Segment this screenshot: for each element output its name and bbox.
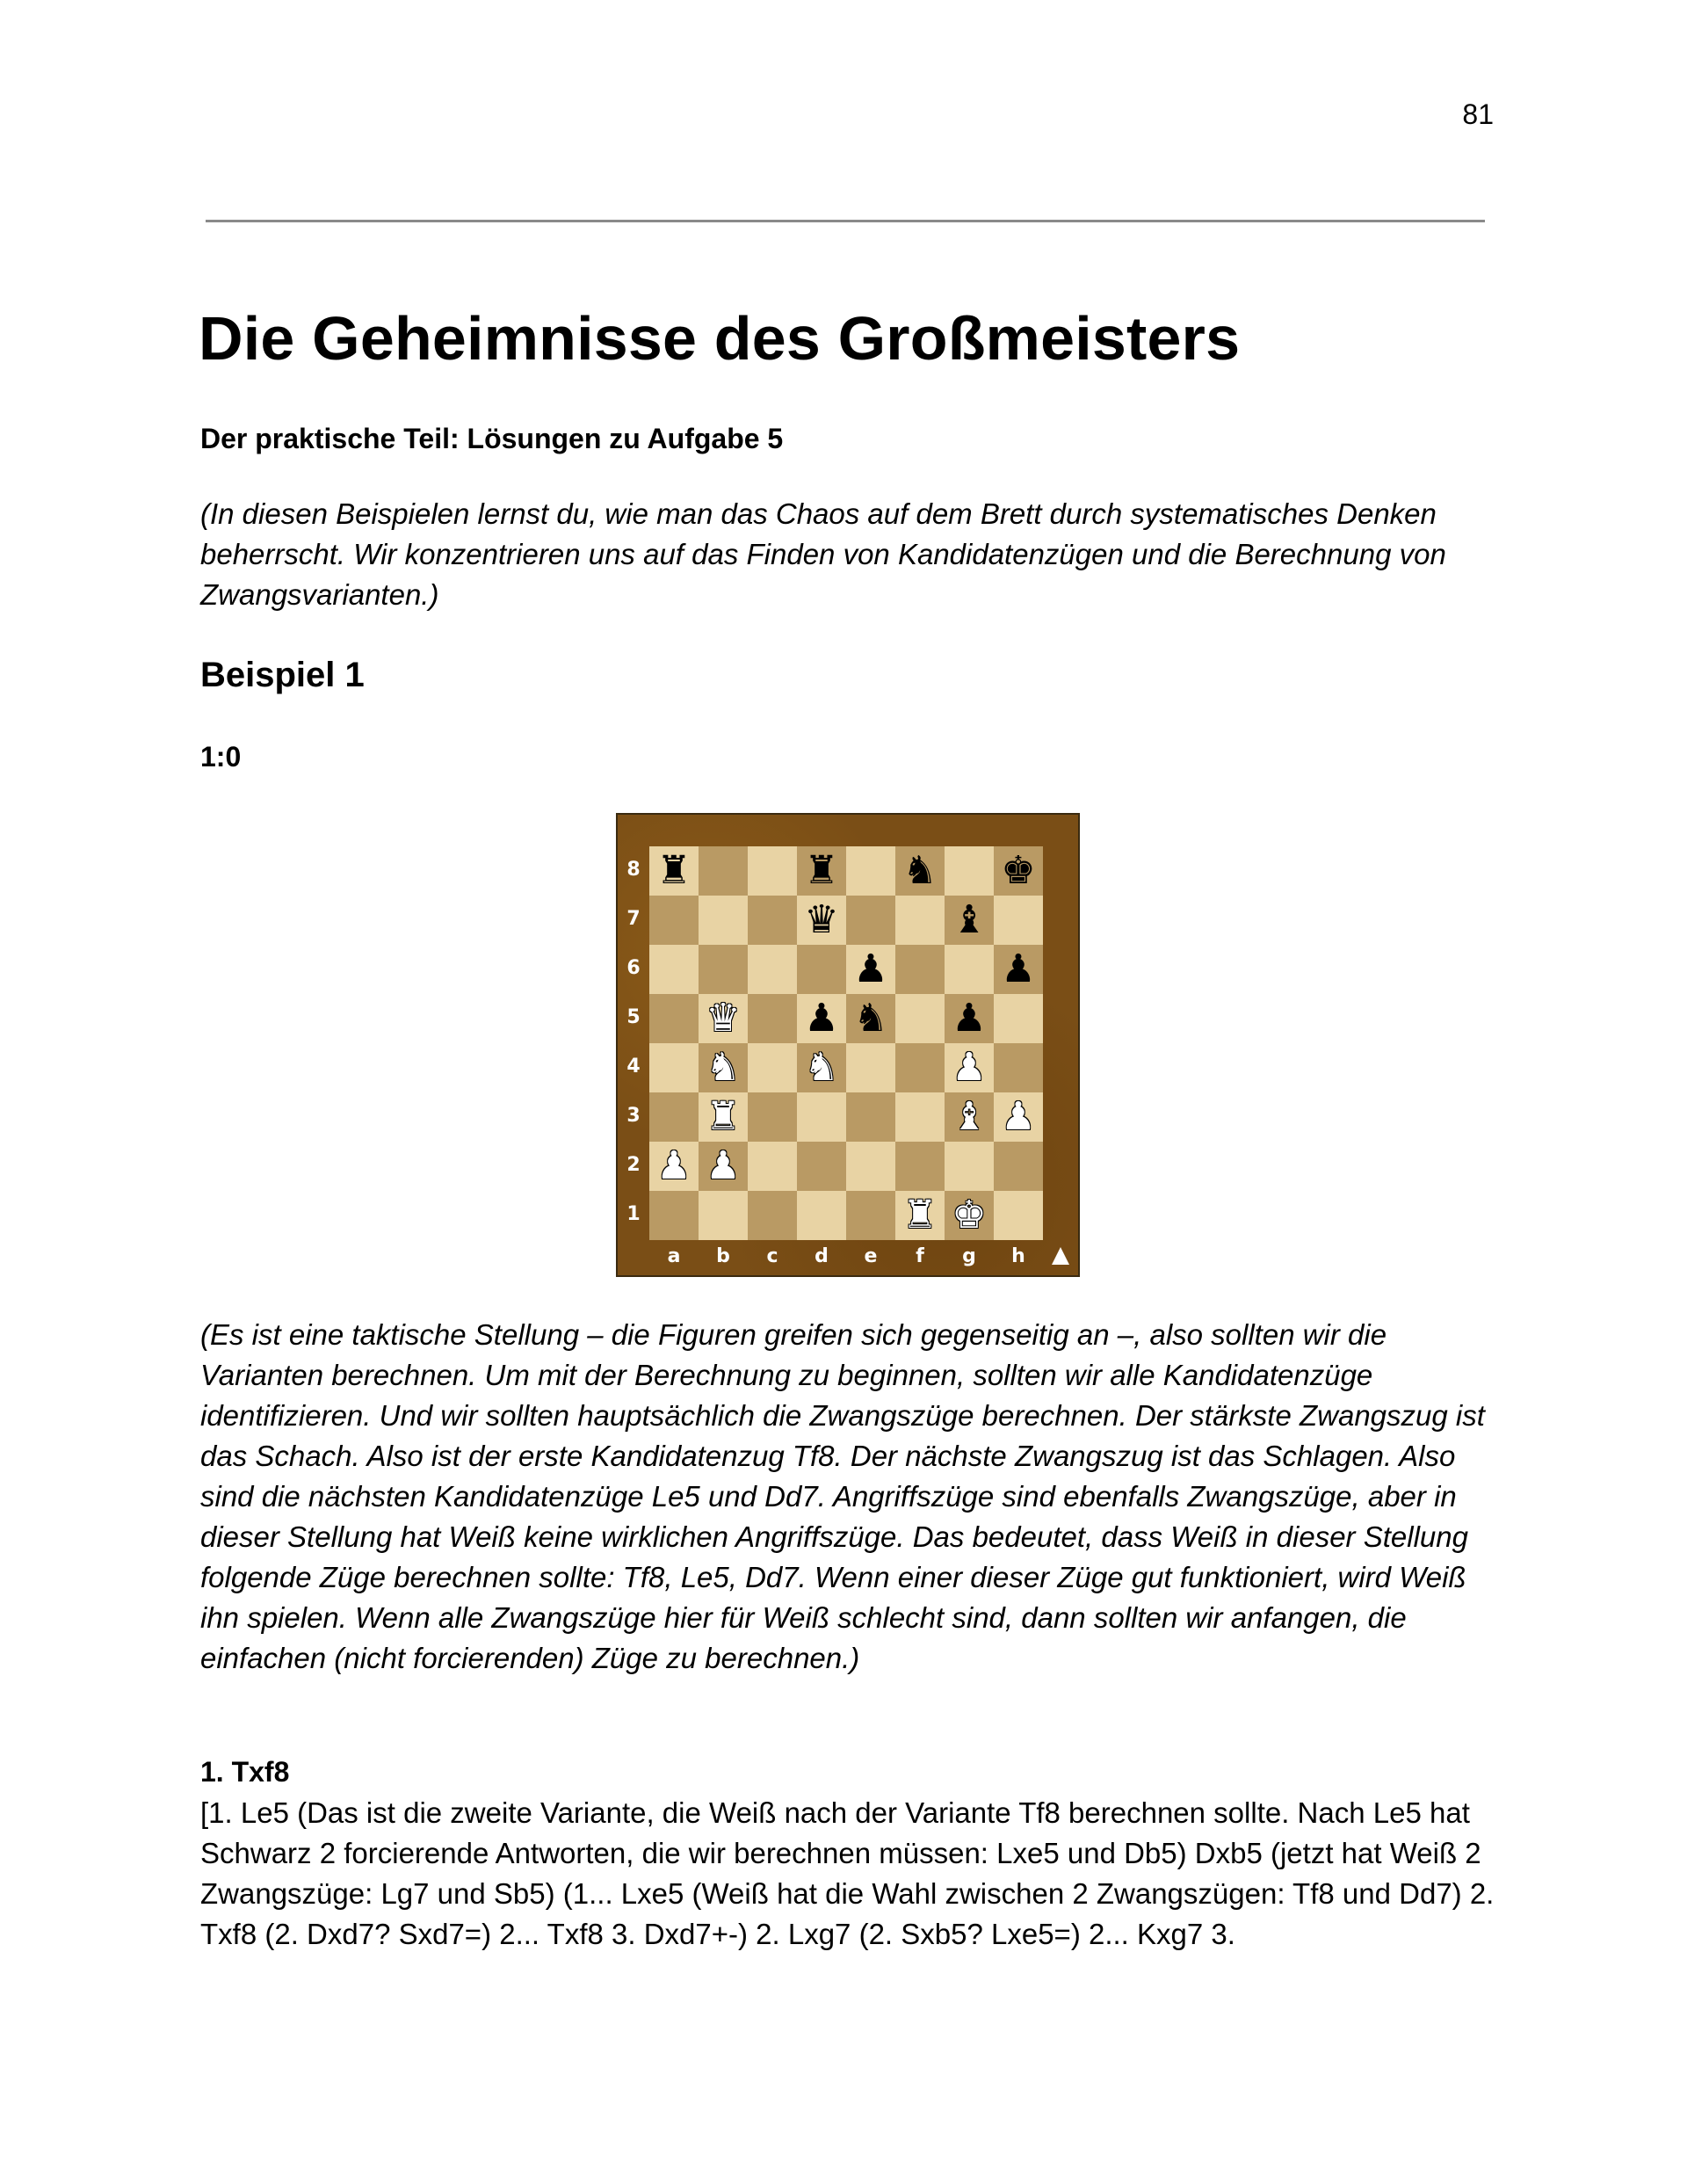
square-g7 bbox=[945, 896, 994, 945]
square-b6 bbox=[699, 945, 748, 994]
square-b7 bbox=[699, 896, 748, 945]
square-f1 bbox=[895, 1191, 945, 1240]
square-f6 bbox=[895, 945, 945, 994]
square-h5 bbox=[994, 994, 1043, 1043]
square-d4 bbox=[797, 1043, 846, 1092]
square-f3 bbox=[895, 1092, 945, 1142]
square-b3 bbox=[699, 1092, 748, 1142]
black-rook-icon: ♜ bbox=[656, 848, 691, 893]
square-a7 bbox=[649, 896, 699, 945]
rank-label-2: 2 bbox=[626, 1154, 641, 1176]
square-g3 bbox=[945, 1092, 994, 1142]
square-d3 bbox=[797, 1092, 846, 1142]
commentary-paragraph: (Es ist eine taktische Stellung – die Figuren greifen sich gegenseitig an –, also sollten wir die Varianten berechnen. Um mit der Berechnung zu beginnen, sollten wir alle Kandidatenzüge identifizieren. Und wir sollten hauptsächlich die Zwangszüge berechnen. Der stärkste Zwangszug ist das Schach. Also ist der erste Kandidatenzug Tf8. Der nächste Zwangszug ist das Schlagen. Also sind die nächsten Kandidatenzüge Le5 und Dd7. Angriffszüge sind ebenfalls Zwangszüge, aber in dieser Stellung hat Weiß keine wirklichen Angriffszüge. Das bedeutet, dass Weiß in dieser Stellung folgende Züge berechnen sollte: Tf8, Le5, Dd7. Wenn einer dieser Züge gut funktioniert, wird Weiß ihn spielen. Wenn alle Zwangszüge hier für Weiß schlecht sind, dann sollten wir anfangen, die einfachen (nicht forcierenden) Züge zu berechnen.) bbox=[200, 1318, 1485, 1674]
rank-label-7: 7 bbox=[626, 908, 641, 930]
square-a6 bbox=[649, 945, 699, 994]
white-king-icon: ♚ bbox=[952, 1193, 987, 1237]
square-c8 bbox=[748, 846, 797, 896]
square-e6 bbox=[846, 945, 895, 994]
square-f4 bbox=[895, 1043, 945, 1092]
square-b5 bbox=[699, 994, 748, 1043]
file-label-d: d bbox=[815, 1245, 829, 1267]
square-e2 bbox=[846, 1142, 895, 1191]
square-c6 bbox=[748, 945, 797, 994]
square-f5 bbox=[895, 994, 945, 1043]
white-to-move-icon bbox=[1052, 1247, 1069, 1265]
square-d7 bbox=[797, 896, 846, 945]
black-pawn-icon: ♟ bbox=[804, 996, 839, 1041]
square-c5 bbox=[748, 994, 797, 1043]
square-g2 bbox=[945, 1142, 994, 1191]
page-title: Die Geheimnisse des Großmeisters bbox=[199, 304, 1241, 373]
white-pawn-icon: ♟ bbox=[706, 1143, 741, 1188]
square-d2 bbox=[797, 1142, 846, 1191]
square-a8 bbox=[649, 846, 699, 896]
square-g6 bbox=[945, 945, 994, 994]
intro-paragraph: (In diesen Beispielen lernst du, wie man das Chaos auf dem Brett durch systematisches Denken beherrscht. Wir konzentrieren uns auf das Finden von Kandidatenzügen und die Berechnung von Zwangsvarianten.) bbox=[200, 497, 1446, 611]
move-heading: 1. Txf8 bbox=[200, 1756, 290, 1788]
square-e8 bbox=[846, 846, 895, 896]
header-divider bbox=[206, 220, 1485, 222]
square-h8 bbox=[994, 846, 1043, 896]
white-pawn-icon: ♟ bbox=[952, 1045, 987, 1090]
square-h6 bbox=[994, 945, 1043, 994]
square-c4 bbox=[748, 1043, 797, 1092]
rank-label-3: 3 bbox=[626, 1105, 641, 1127]
black-knight-icon: ♞ bbox=[853, 996, 888, 1041]
square-c2 bbox=[748, 1142, 797, 1191]
square-e1 bbox=[846, 1191, 895, 1240]
rank-label-5: 5 bbox=[626, 1006, 641, 1028]
white-queen-icon: ♛ bbox=[706, 996, 741, 1041]
file-label-h: h bbox=[1011, 1245, 1025, 1267]
black-knight-icon: ♞ bbox=[902, 848, 938, 893]
square-d1 bbox=[797, 1191, 846, 1240]
white-bishop-icon: ♝ bbox=[952, 1094, 987, 1139]
file-label-b: b bbox=[716, 1245, 730, 1267]
file-label-f: f bbox=[916, 1245, 924, 1267]
square-b2 bbox=[699, 1142, 748, 1191]
square-a2 bbox=[649, 1142, 699, 1191]
rank-label-8: 8 bbox=[626, 859, 641, 881]
square-f7 bbox=[895, 896, 945, 945]
rank-label-4: 4 bbox=[626, 1056, 641, 1077]
white-pawn-icon: ♟ bbox=[656, 1143, 691, 1188]
square-h3 bbox=[994, 1092, 1043, 1142]
square-b1 bbox=[699, 1191, 748, 1240]
square-d8 bbox=[797, 846, 846, 896]
black-pawn-icon: ♟ bbox=[853, 947, 888, 991]
square-d6 bbox=[797, 945, 846, 994]
square-g5 bbox=[945, 994, 994, 1043]
square-g8 bbox=[945, 846, 994, 896]
page-number: 81 bbox=[1462, 98, 1494, 130]
square-b8 bbox=[699, 846, 748, 896]
square-f8 bbox=[895, 846, 945, 896]
square-h7 bbox=[994, 896, 1043, 945]
example-heading: Beispiel 1 bbox=[200, 656, 365, 694]
square-a1 bbox=[649, 1191, 699, 1240]
white-knight-icon: ♞ bbox=[706, 1045, 741, 1090]
file-label-a: a bbox=[667, 1245, 681, 1267]
square-e4 bbox=[846, 1043, 895, 1092]
square-c7 bbox=[748, 896, 797, 945]
square-a3 bbox=[649, 1092, 699, 1142]
section-subtitle: Der praktische Teil: Lösungen zu Aufgabe 5 bbox=[200, 423, 784, 454]
chess-board bbox=[649, 846, 1043, 1240]
black-queen-icon: ♛ bbox=[804, 897, 839, 942]
white-rook-icon: ♜ bbox=[706, 1094, 741, 1139]
square-g4 bbox=[945, 1043, 994, 1092]
square-e3 bbox=[846, 1092, 895, 1142]
square-d5 bbox=[797, 994, 846, 1043]
square-f2 bbox=[895, 1142, 945, 1191]
square-c3 bbox=[748, 1092, 797, 1142]
square-h1 bbox=[994, 1191, 1043, 1240]
rank-label-1: 1 bbox=[626, 1203, 641, 1225]
black-pawn-icon: ♟ bbox=[1001, 947, 1036, 991]
black-rook-icon: ♜ bbox=[804, 848, 839, 893]
square-g1 bbox=[945, 1191, 994, 1240]
square-h4 bbox=[994, 1043, 1043, 1092]
chess-diagram bbox=[616, 813, 1080, 1277]
black-king-icon: ♚ bbox=[1001, 848, 1036, 893]
game-result: 1:0 bbox=[200, 741, 242, 773]
square-b4 bbox=[699, 1043, 748, 1092]
square-e5 bbox=[846, 994, 895, 1043]
variation-paragraph: [1. Le5 (Das ist die zweite Variante, die Weiß nach der Variante Tf8 berechnen sollte. Nach Le5 hat Schwarz 2 forcierende Antworten, die wir berechnen müssen: Lxe5 und Db5) Dxb5 (jetzt hat Weiß 2 Zwangszüge: Lg7 und Sb5) (1... Lxe5 (Weiß hat die Wahl zwischen 2 Zwangszügen: Tf8 und Dd7) 2. Txf8 (2. Dxd7? Sxd7=) 2... Txf8 3. Dxd7+-) 2. Lxg7 (2. Sxb5? Lxe5=) 2... Kxg7 3. bbox=[200, 1796, 1495, 1950]
square-a4 bbox=[649, 1043, 699, 1092]
file-label-g: g bbox=[962, 1245, 976, 1267]
white-pawn-icon: ♟ bbox=[1001, 1094, 1036, 1139]
white-rook-icon: ♜ bbox=[902, 1193, 938, 1237]
file-label-c: c bbox=[766, 1245, 778, 1267]
rank-label-6: 6 bbox=[626, 957, 641, 979]
black-pawn-icon: ♟ bbox=[952, 996, 987, 1041]
black-bishop-icon: ♝ bbox=[952, 897, 987, 942]
square-h2 bbox=[994, 1142, 1043, 1191]
square-e7 bbox=[846, 896, 895, 945]
square-c1 bbox=[748, 1191, 797, 1240]
square-a5 bbox=[649, 994, 699, 1043]
file-label-e: e bbox=[864, 1245, 878, 1267]
white-knight-icon: ♞ bbox=[804, 1045, 839, 1090]
